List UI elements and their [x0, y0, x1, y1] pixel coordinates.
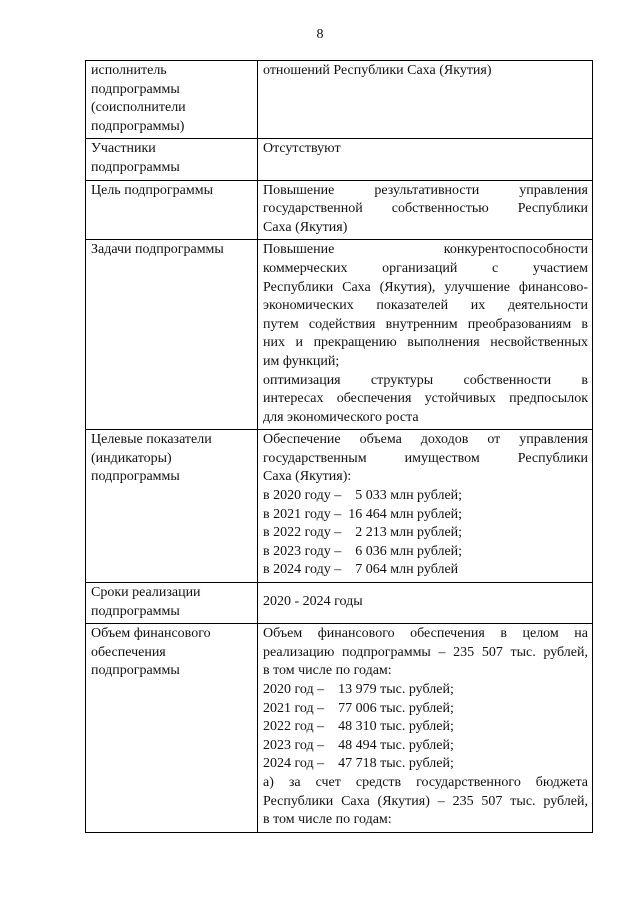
value-line: Объем финансового обеспечения в целом на — [263, 626, 588, 642]
row-label-goal — [86, 180, 258, 240]
value-line: государственным имуществом Республики — [263, 450, 588, 466]
row-value-timeline — [258, 583, 593, 624]
label-line: (индикаторы) — [91, 450, 172, 466]
value-line: Саха (Якутия) — [263, 219, 348, 235]
table-row — [86, 624, 593, 833]
row-value-goal — [258, 180, 593, 240]
table-row — [86, 139, 593, 180]
value-line: них и прекращению выполнения несвойственных — [263, 335, 588, 351]
value-line: коммерческих организаций с участием — [263, 260, 588, 276]
label-line: подпрограммы) — [91, 118, 185, 134]
label-line: Целевые показатели — [91, 432, 212, 448]
row-label-tasks — [86, 240, 258, 430]
value-line: в 2022 году – 2 213 млн рублей; — [263, 525, 463, 541]
row-value-indicators — [258, 430, 593, 583]
table-row — [86, 583, 593, 624]
value-line: в 2020 году – 5 033 млн рублей; — [263, 488, 463, 504]
value-line: для экономического роста — [263, 409, 419, 425]
row-value-participants — [258, 139, 593, 180]
value-line: Повышение конкурентоспособности — [263, 242, 588, 258]
value-line: Повышение результативности управления — [263, 182, 588, 198]
label-line: Участники — [91, 141, 156, 157]
row-label-indicators — [86, 430, 258, 583]
value-line: в том числе по годам: — [263, 663, 392, 679]
value-line: путем содействия внутренним преобразованиям в — [263, 316, 588, 332]
label-line: подпрограммы — [91, 603, 180, 619]
value-line: 2023 год – 48 494 тыс. рублей; — [263, 737, 454, 753]
value-line: экономических показателей их деятельности — [263, 298, 588, 314]
table-row — [86, 240, 593, 430]
value-line: отношений Республики Саха (Якутия) — [263, 63, 492, 78]
value-line: реализацию подпрограммы – 235 507 тыс. рублей, — [263, 644, 588, 660]
value-line: интересах обеспечения устойчивых предпосылок — [263, 391, 588, 407]
value-line: Саха (Якутия): — [263, 469, 352, 485]
row-label-timeline — [86, 583, 258, 624]
label-line: Объем финансового — [91, 626, 211, 642]
label-line: Сроки реализации — [91, 585, 201, 601]
label-line: обеспечения — [91, 644, 166, 660]
value-line: 2020 - 2024 годы — [263, 594, 363, 610]
value-line: 2022 год – 48 310 тыс. рублей; — [263, 719, 454, 735]
label-line: исполнитель — [91, 63, 167, 78]
label-line: (соисполнители — [91, 100, 186, 116]
row-value-executor — [258, 61, 593, 139]
row-value-tasks — [258, 240, 593, 430]
page-number: 8 — [316, 27, 324, 42]
label-line: подпрограммы — [91, 663, 180, 679]
value-line: в 2021 году – 16 464 млн рублей; — [263, 506, 463, 522]
row-label-executor — [86, 61, 258, 139]
value-line: 2020 год – 13 979 тыс. рублей; — [263, 682, 454, 697]
table-row — [86, 180, 593, 240]
label-line: подпрограммы — [91, 469, 180, 485]
label-line: подпрограммы — [91, 159, 180, 175]
value-line: в 2023 году – 6 036 млн рублей; — [263, 543, 463, 559]
row-value-funding — [258, 624, 593, 833]
value-line: Отсутствуют — [263, 141, 341, 157]
value-line: в 2024 году – 7 064 млн рублей — [263, 562, 459, 578]
value-line: а) за счет средств государственного бюджета — [263, 774, 588, 790]
table-row — [86, 61, 593, 139]
table-row — [86, 430, 593, 583]
label-line: подпрограммы — [91, 81, 180, 97]
value-line: Республики Саха (Якутия), улучшение финансово- — [263, 279, 588, 295]
value-line: Республики Саха (Якутия) – 235 507 тыс. рублей, — [263, 793, 588, 809]
row-label-funding — [86, 624, 258, 833]
value-line: им функций; — [263, 353, 340, 369]
value-line: 2021 год – 77 006 тыс. рублей; — [263, 700, 454, 716]
value-line: 2024 год – 47 718 тыс. рублей; — [263, 756, 454, 772]
label-line: Задачи подпрограммы — [91, 242, 224, 258]
value-line: Обеспечение объема доходов от управления — [263, 432, 588, 448]
value-line: государственной собственностью Республики — [263, 201, 588, 217]
value-line: в том числе по годам: — [263, 812, 392, 828]
label-line: Цель подпрограммы — [91, 182, 213, 198]
value-line: оптимизация структуры собственности в — [263, 372, 588, 388]
subprogram-passport-table — [85, 60, 593, 833]
row-label-participants — [86, 139, 258, 180]
